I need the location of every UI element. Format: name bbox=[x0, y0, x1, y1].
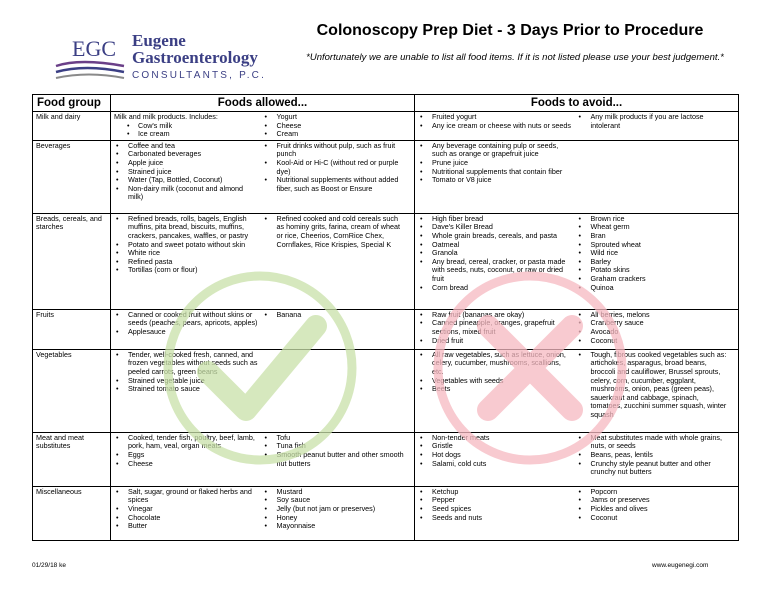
table-row bbox=[33, 213, 739, 309]
food-list bbox=[418, 215, 573, 292]
list-item: • Applesauce bbox=[114, 328, 259, 337]
list-item: • Fruit drinks without pulp, such as fruit punch bbox=[263, 142, 408, 159]
food-list bbox=[114, 488, 259, 531]
food-list bbox=[418, 142, 573, 185]
footer-date: 01/29/18 ke bbox=[32, 562, 66, 569]
list-item: • Bran bbox=[577, 232, 732, 241]
table-row bbox=[33, 140, 739, 213]
list-item: • Kool-Aid or Hi-C (without red or purple dye) bbox=[263, 159, 408, 176]
list-item: • Refined pasta bbox=[114, 258, 259, 267]
list-item: • Canned or cooked fruit without skins or seeds (peaches, pears, apricots, apples) bbox=[114, 311, 259, 328]
foods-to-avoid-cell bbox=[415, 213, 739, 309]
logo-mark-icon bbox=[50, 28, 130, 86]
foods-allowed-cell bbox=[111, 432, 415, 486]
list-item: • Cheese bbox=[263, 122, 408, 131]
food-list bbox=[577, 434, 732, 477]
food-list bbox=[418, 113, 573, 130]
list-item: • Tough, fibrous cooked vegetables such as: artichokes, asparagus, broad beans, broccoli and cauliflower, Brussel sprouts, celery, corn, cucumber, eggplant, mushrooms, onion, peas (green peas), sauerkraut and cabbage, spinach, tomatoes, zucchini summer squash, winter squash bbox=[577, 351, 732, 420]
food-list bbox=[263, 215, 408, 249]
food-list bbox=[577, 113, 732, 130]
list-item: • Wild rice bbox=[577, 249, 732, 258]
list-item: • Beans, peas, lentils bbox=[577, 451, 732, 460]
list-item: • Prune juice bbox=[418, 159, 573, 168]
food-group-cell: Milk and dairy bbox=[33, 112, 111, 141]
list-item: • Carbonated beverages bbox=[114, 150, 259, 159]
list-item: • Cheese bbox=[114, 460, 259, 469]
list-item: • Dave's Killer Bread bbox=[418, 223, 573, 232]
list-item: • Any milk products if you are lactose intolerant bbox=[577, 113, 732, 130]
table-row bbox=[33, 309, 739, 349]
list-item: • Hot dogs bbox=[418, 451, 573, 460]
list-item: • Non-dairy milk (coconut and almond milk) bbox=[114, 185, 259, 202]
foods-to-avoid-cell bbox=[415, 112, 739, 141]
list-item: • Pickles and olives bbox=[577, 505, 732, 514]
food-list bbox=[577, 351, 732, 420]
page-header bbox=[0, 0, 768, 92]
foods-allowed-cell bbox=[111, 140, 415, 213]
list-item: • Jelly (but not jam or preserves) bbox=[263, 505, 408, 514]
list-item: • All raw vegetables, such as lettuce, onion, celery, cucumber, mushrooms, scallions, etc. bbox=[418, 351, 573, 377]
list-item: • Banana bbox=[263, 311, 408, 320]
list-item: • Avocado bbox=[577, 328, 732, 337]
list-item: • Butter bbox=[114, 522, 259, 531]
food-list bbox=[577, 488, 732, 522]
list-item: • Coconut bbox=[577, 514, 732, 523]
diet-table bbox=[32, 94, 739, 541]
list-item: • Seeds and nuts bbox=[418, 514, 573, 523]
list-item: • Quinoa bbox=[577, 284, 732, 293]
table-row bbox=[33, 112, 739, 141]
list-item: • Tortillas (corn or flour) bbox=[114, 266, 259, 275]
list-item: • Raw fruit (bananas are okay) bbox=[418, 311, 573, 320]
list-item: • White rice bbox=[114, 249, 259, 258]
page-subtitle: *Unfortunately we are unable to list all food items. If it is not listed please use your best judgement.* bbox=[306, 52, 724, 63]
list-item: • Canned pineapple, oranges, grapefruit sections, mixed fruit bbox=[418, 319, 573, 336]
list-item: • Sprouted wheat bbox=[577, 241, 732, 250]
list-item: • Tomato or V8 juice bbox=[418, 176, 573, 185]
list-item: • Seed spices bbox=[418, 505, 573, 514]
food-list bbox=[114, 351, 259, 394]
list-item: • Cranberry sauce bbox=[577, 319, 732, 328]
list-item: • Cow's milk bbox=[114, 122, 259, 131]
list-item: • Dried fruit bbox=[418, 337, 573, 346]
foods-allowed-cell bbox=[111, 213, 415, 309]
list-item: • Granola bbox=[418, 249, 573, 258]
list-item: • Oatmeal bbox=[418, 241, 573, 250]
list-item: • Vegetables with seeds bbox=[418, 377, 573, 386]
food-list bbox=[263, 142, 408, 194]
foods-allowed-cell bbox=[111, 486, 415, 540]
table-row bbox=[33, 349, 739, 432]
list-item: • Salt, sugar, ground or flaked herbs and spices bbox=[114, 488, 259, 505]
list-item: • Coffee and tea bbox=[114, 142, 259, 151]
footer-url[interactable]: www.eugenegi.com bbox=[652, 562, 709, 569]
food-list bbox=[114, 311, 259, 337]
food-group-cell: Meat and meat substitutes bbox=[33, 432, 111, 486]
list-item: • Cream bbox=[263, 130, 408, 139]
food-list bbox=[263, 113, 408, 139]
food-list bbox=[418, 488, 573, 522]
list-item: • Jams or preserves bbox=[577, 496, 732, 505]
header-food-group: Food group bbox=[33, 95, 111, 112]
list-item: • Chocolate bbox=[114, 514, 259, 523]
list-item: • Strained juice bbox=[114, 168, 259, 177]
food-group-cell: Vegetables bbox=[33, 349, 111, 432]
list-item: • Pepper bbox=[418, 496, 573, 505]
foods-allowed-cell bbox=[111, 349, 415, 432]
list-item: • Apple juice bbox=[114, 159, 259, 168]
food-list bbox=[418, 434, 573, 468]
foods-to-avoid-cell bbox=[415, 486, 739, 540]
logo bbox=[50, 28, 280, 86]
food-list bbox=[418, 351, 573, 394]
list-item: • Mustard bbox=[263, 488, 408, 497]
list-item: • Eggs bbox=[114, 451, 259, 460]
list-item: • Meat substitutes made with whole grains, nuts, or seeds bbox=[577, 434, 732, 451]
food-list bbox=[114, 215, 259, 275]
foods-to-avoid-cell bbox=[415, 349, 739, 432]
food-group-cell: Fruits bbox=[33, 309, 111, 349]
food-list bbox=[263, 434, 408, 468]
food-list bbox=[577, 215, 732, 292]
list-item: • Any beverage containing pulp or seeds, such as orange or grapefruit juice bbox=[418, 142, 573, 159]
food-list bbox=[263, 311, 408, 320]
list-item: • Potato skins bbox=[577, 266, 732, 275]
table-body bbox=[33, 112, 739, 541]
list-item: • Popcorn bbox=[577, 488, 732, 497]
brand-name-line3: CONSULTANTS, P.C. bbox=[132, 70, 267, 81]
list-item: • Cooked, tender fish, poultry, beef, lamb, pork, ham, veal, organ meats bbox=[114, 434, 259, 451]
table-row bbox=[33, 432, 739, 486]
list-item: • Soy sauce bbox=[263, 496, 408, 505]
food-list bbox=[114, 113, 259, 139]
header-foods-allowed: Foods allowed... bbox=[111, 95, 415, 112]
list-item: • Strained vegetable juice bbox=[114, 377, 259, 386]
list-item: • Any ice cream or cheese with nuts or seeds bbox=[418, 122, 573, 131]
list-item: • Mayonnaise bbox=[263, 522, 408, 531]
list-item: • Vinegar bbox=[114, 505, 259, 514]
list-item: • Salami, cold cuts bbox=[418, 460, 573, 469]
list-item: • Tuna fish bbox=[263, 442, 408, 451]
brand-name-line1: Eugene bbox=[132, 31, 186, 50]
list-item: • High fiber bread bbox=[418, 215, 573, 224]
list-item: • Beets bbox=[418, 385, 573, 394]
list-item: • Nutritional supplements without added fiber, such as Boost or Ensure bbox=[263, 176, 408, 193]
list-item: • Refined breads, rolls, bagels, English muffins, pita bread, biscuits, muffins, crackers, pancakes, waffles, or pastry bbox=[114, 215, 259, 241]
list-item: Milk and milk products. Includes: bbox=[114, 112, 218, 121]
list-item: • Barley bbox=[577, 258, 732, 267]
list-item: • Non-tender meats bbox=[418, 434, 573, 443]
list-item: • Tofu bbox=[263, 434, 408, 443]
list-item: • Yogurt bbox=[263, 113, 408, 122]
logo-letters: EGC bbox=[72, 36, 116, 61]
list-item: • Water (Tap, Bottled, Coconut) bbox=[114, 176, 259, 185]
foods-allowed-cell bbox=[111, 309, 415, 349]
food-group-cell: Breads, cereals, and starches bbox=[33, 213, 111, 309]
list-item: • Potato and sweet potato without skin bbox=[114, 241, 259, 250]
foods-to-avoid-cell bbox=[415, 309, 739, 349]
header-foods-to-avoid: Foods to avoid... bbox=[415, 95, 739, 112]
list-item: • Fruited yogurt bbox=[418, 113, 573, 122]
list-item: • All berries, melons bbox=[577, 311, 732, 320]
page-title: Colonoscopy Prep Diet - 3 Days Prior to Procedure bbox=[316, 22, 704, 39]
table-header-row bbox=[33, 95, 739, 112]
food-list bbox=[263, 488, 408, 531]
list-item: • Wheat germ bbox=[577, 223, 732, 232]
list-item: • Strained tomato sauce bbox=[114, 385, 259, 394]
food-group-cell: Beverages bbox=[33, 140, 111, 213]
foods-to-avoid-cell bbox=[415, 140, 739, 213]
list-item: • Tender, well-cooked fresh, canned, and frozen vegetables without seeds such as peeled carrots, green beans bbox=[114, 351, 259, 377]
list-item: • Ketchup bbox=[418, 488, 573, 497]
brand-name-line2: Gastroenterology bbox=[132, 48, 258, 67]
list-item: • Any bread, cereal, cracker, or pasta made with seeds, nuts, coconut, or raw or dried fruit bbox=[418, 258, 573, 284]
list-item: • Graham crackers bbox=[577, 275, 732, 284]
list-item: • Refined cooked and cold cereals such as hominy grits, farina, cream of wheat or rice, Cheerios, CornRice Chex, Cornflakes, Rice Krispies, Special K bbox=[263, 215, 408, 249]
list-item: • Brown rice bbox=[577, 215, 732, 224]
foods-to-avoid-cell bbox=[415, 432, 739, 486]
list-item: • Ice cream bbox=[114, 130, 259, 139]
list-item: • Whole grain breads, cereals, and pasta bbox=[418, 232, 573, 241]
food-list bbox=[114, 434, 259, 468]
table-row bbox=[33, 486, 739, 540]
food-group-cell: Miscellaneous bbox=[33, 486, 111, 540]
food-list bbox=[114, 142, 259, 202]
list-item: • Coconut bbox=[577, 337, 732, 346]
list-item: • Nutritional supplements that contain fiber bbox=[418, 168, 573, 177]
list-item: • Corn bread bbox=[418, 284, 573, 293]
list-item: • Honey bbox=[263, 514, 408, 523]
list-item: • Gristle bbox=[418, 442, 573, 451]
food-list bbox=[418, 311, 573, 345]
food-list bbox=[577, 311, 732, 345]
foods-allowed-cell bbox=[111, 112, 415, 141]
list-item: • Crunchy style peanut butter and other crunchy nut butters bbox=[577, 460, 732, 477]
list-item: • Smooth peanut butter and other smooth nut butters bbox=[263, 451, 408, 468]
